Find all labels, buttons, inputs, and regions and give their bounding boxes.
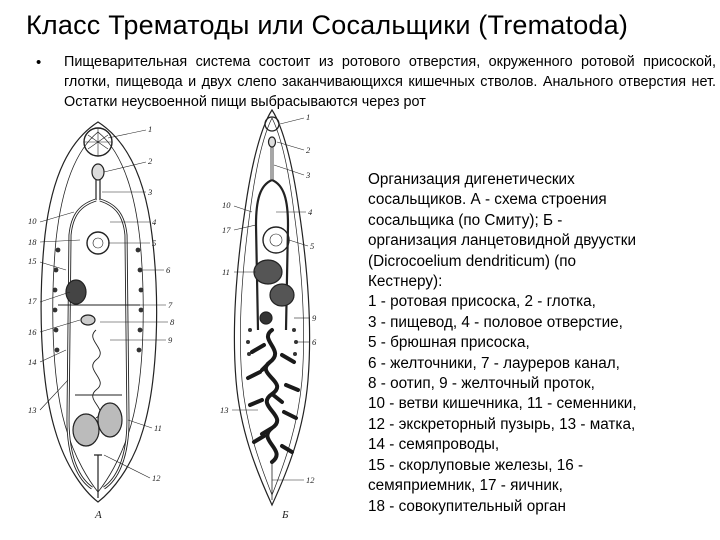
figure-a-diagram — [40, 122, 168, 502]
figure-a-label-8: 8 — [170, 317, 175, 327]
figure-a-label-6: 6 — [166, 265, 171, 275]
caption-line: 3 - пищевод, 4 - половое отверстие, — [368, 313, 623, 331]
slide-title: Класс Трематоды или Сосальщики (Trematoda) — [26, 10, 629, 40]
figure-a-label-2: 2 — [148, 156, 153, 166]
figure-b-label-13: 13 — [220, 405, 229, 415]
figure-a-esophagus — [96, 180, 100, 200]
figure-a-pharynx — [92, 164, 104, 180]
figure-b-label-4: 4 — [308, 207, 313, 217]
figure-a-seminal-receptacle — [81, 315, 95, 325]
figure-a-label-9: 9 — [168, 335, 173, 345]
figure-a-label-17: 17 — [28, 296, 37, 306]
caption-line: 1 - ротовая присоска, 2 - глотка, — [368, 293, 596, 311]
caption-line: (Dicrocoelium dendriticum) (по — [368, 252, 577, 270]
figure-a-label-13: 13 — [28, 405, 37, 415]
figure-a-label-15: 15 — [28, 256, 37, 266]
figure-a-letter: А — [95, 509, 102, 521]
figure-b-testis-2 — [270, 284, 294, 306]
figure-a-label-11: 11 — [154, 423, 162, 433]
figure-b-pharynx — [269, 137, 276, 147]
caption-line: сосальщиков. А - схема строения — [368, 191, 607, 209]
caption-line: семяприемник, 17 - яичник, — [368, 477, 563, 495]
figure-a-labels — [28, 124, 175, 521]
figure-b-diagram — [232, 110, 310, 505]
figure-a-label-4: 4 — [152, 217, 157, 227]
figure-a-uterus — [93, 330, 101, 418]
figure-a-inner-outline — [53, 132, 143, 492]
figure-a-label-12: 12 — [152, 473, 161, 483]
figure-a-ovary — [66, 280, 86, 304]
figure-b-letter: Б — [282, 509, 289, 521]
caption-line: Организация дигенетических — [368, 171, 575, 188]
figure-b-label-10: 10 — [222, 200, 231, 210]
figure-b-testis-1 — [254, 260, 282, 284]
caption-line: сосальщика (по Смиту); Б - — [368, 211, 563, 229]
figure-a-excretory-bladder — [94, 455, 102, 498]
figure-a-label-10: 10 — [28, 216, 37, 226]
figure-b-label-5: 5 — [310, 241, 315, 251]
caption-line: 8 - оотип, 9 - желточный проток, — [368, 375, 595, 393]
figure-b-ventral-sucker — [263, 227, 289, 253]
caption-line: 18 - совокупительный орган — [368, 497, 566, 515]
figure-a-label-1: 1 — [148, 124, 153, 134]
caption-line: 14 - семяпроводы, — [368, 436, 500, 454]
caption-line: Кестнеру): — [368, 273, 443, 291]
bullet-text: Пищеварительная система состоит из ротового отверстия, окруженного ротовой присоской, глотки, пищевода и двух слепо заканчивающихся кишечных стволов. Анального отверстия нет. Остатки неусвоенной пищи выбрасываются через рот — [64, 54, 716, 110]
figure-b-label-1: 1 — [306, 112, 311, 122]
caption-line: 12 - экскреторный пузырь, 13 - матка, — [368, 415, 636, 433]
caption-line: 5 - брюшная присоска, — [368, 334, 530, 352]
figure-a-label-5: 5 — [152, 238, 157, 248]
figure-a-label-3: 3 — [148, 187, 153, 197]
figure-b-esophagus — [271, 147, 273, 180]
figure-b-intestine — [256, 180, 288, 330]
figure-b-label-2: 2 — [306, 145, 311, 155]
figure-b-label-12: 12 — [306, 475, 315, 485]
caption-line: 15 - скорлуповые железы, 16 - — [368, 456, 584, 474]
figure-b-label-17: 17 — [222, 225, 231, 235]
figure-b-label-6: 6 — [312, 337, 317, 347]
figure-b-label-3: 3 — [306, 170, 311, 180]
figure-a-label-18: 18 — [28, 237, 37, 247]
figure-b-label-9: 9 — [312, 313, 317, 323]
figure-a-testis-2 — [98, 403, 122, 437]
figure-a-ventral-sucker — [87, 232, 109, 254]
figure-a-label-14: 14 — [28, 357, 37, 367]
bullet-marker: • — [36, 54, 42, 71]
figure-a-label-7: 7 — [168, 300, 173, 310]
figure-b-ovary — [260, 312, 272, 324]
figure-a-label-16: 16 — [28, 327, 37, 337]
caption-line: 10 - ветви кишечника, 11 - семенники, — [368, 395, 637, 413]
figure-b-label-11: 11 — [222, 267, 230, 277]
figure-caption — [368, 170, 713, 517]
figure-b-inner-outline — [240, 118, 303, 495]
figure-a-vitellaria — [53, 248, 144, 353]
figure-b-oral-sucker — [265, 117, 279, 131]
caption-line: 6 - желточники, 7 - лауреров канал, — [368, 354, 620, 372]
figure-a-testis-1 — [73, 414, 99, 446]
caption-line: организация ланцетовидной двуустки — [368, 232, 637, 250]
